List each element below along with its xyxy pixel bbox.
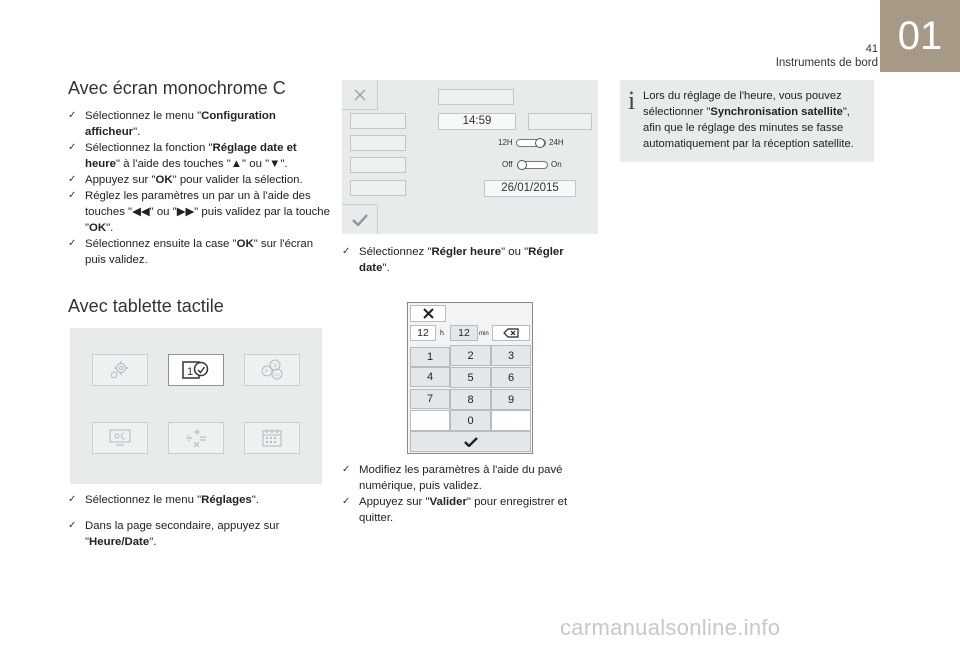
step-item: ✓︎ Sélectionnez le menu "Réglages". (68, 494, 259, 506)
minutes-unit: min (479, 331, 489, 337)
section-title-monochrome: Avec écran monochrome C (68, 78, 286, 98)
step-item: ✓︎ Sélectionnez le menu "Configuration afficheur". (68, 110, 276, 138)
step-item: ✓︎ Modifiez les paramètres à l'aide du pavé numérique, puis validez. (342, 464, 563, 492)
hours-field[interactable]: 12 (410, 325, 436, 341)
svg-text:P: P (265, 369, 269, 375)
time-display[interactable]: 14:59 (438, 113, 516, 130)
key-7[interactable]: 7 (410, 389, 450, 409)
svg-text:GB: GB (274, 372, 280, 377)
calendar-clock-icon (181, 359, 211, 381)
step-item: ✓︎ Appuyez sur "Valider" pour enregistrer et quitter. (342, 496, 568, 524)
key-9[interactable]: 9 (491, 389, 531, 410)
arrow-bullet-icon: ✓︎ (68, 174, 77, 185)
screen-title-field (438, 89, 514, 105)
touchscreen-steps (68, 492, 330, 550)
key-blank-left (410, 410, 450, 431)
info-note (620, 80, 874, 162)
key-3[interactable]: 3 (491, 345, 531, 366)
keypad-close-button[interactable] (410, 305, 446, 322)
step-item: ✓︎ Réglez les paramètres un par un à l'aide des touches "◀◀" ou "▶▶" puis validez par la touche "OK". (68, 190, 330, 234)
chapter-number: 01 (897, 13, 943, 58)
arrow-bullet-icon: ✓︎ (68, 190, 77, 201)
sync-button[interactable] (350, 157, 406, 173)
format-12h-label: 12H (498, 138, 513, 147)
settings-tile-display[interactable] (92, 422, 148, 454)
audio-profile-icon (258, 358, 286, 382)
format-24h-label: 24H (549, 138, 564, 147)
key-blank-right (491, 410, 531, 431)
calendar-icon (260, 427, 284, 449)
check-icon (464, 437, 478, 447)
chapter-tab (880, 0, 960, 72)
brightness-screen-icon (107, 428, 133, 448)
time-format-button[interactable] (350, 135, 406, 151)
step-item: ✓︎ Appuyez sur "OK" pour valider la sélection. (68, 174, 303, 186)
step-item: ✓︎ Sélectionnez "Régler heure" ou "Régler date". (342, 246, 564, 274)
close-icon (354, 89, 366, 101)
key-1[interactable]: 1 (410, 347, 450, 367)
backspace-icon (503, 328, 519, 338)
close-icon (423, 308, 434, 319)
key-2[interactable]: 2 (450, 345, 491, 366)
arrow-bullet-icon: ✓︎ (342, 464, 351, 475)
step-item: ✓︎ Sélectionnez ensuite la case "OK" sur l'écran puis validez. (68, 238, 314, 266)
info-icon: i (628, 86, 636, 115)
check-icon (352, 214, 368, 226)
set-time-button[interactable] (350, 113, 406, 129)
middle-steps (342, 462, 594, 526)
section-title-touchscreen: Avec tablette tactile (68, 296, 224, 316)
key-8[interactable]: 8 (450, 389, 491, 410)
key-6[interactable]: 6 (491, 367, 531, 388)
time-field-extra (528, 113, 592, 130)
format-toggle[interactable] (516, 139, 546, 147)
settings-tile-calendar[interactable] (244, 422, 300, 454)
key-4[interactable]: 4 (410, 367, 450, 387)
numeric-keypad (407, 302, 533, 454)
calculator-icon (183, 427, 209, 449)
confirm-button[interactable] (342, 204, 378, 234)
arrow-bullet-icon: ✓︎ (342, 496, 351, 507)
arrow-bullet-icon: ✓︎ (68, 494, 77, 505)
gear-icon (109, 359, 131, 381)
set-date-button[interactable] (350, 180, 406, 196)
close-button[interactable] (342, 80, 378, 110)
step-item: ✓︎ Dans la page secondaire, appuyez sur "Heure/Date". (68, 520, 280, 548)
settings-tile-units[interactable] (168, 422, 224, 454)
chapter-title: Instruments de bord (775, 57, 878, 69)
key-0[interactable]: 0 (450, 410, 491, 431)
arrow-bullet-icon: ✓︎ (68, 142, 77, 153)
arrow-bullet-icon: ✓︎ (68, 238, 77, 249)
middle-step-1 (342, 244, 592, 276)
arrow-bullet-icon: ✓︎ (68, 110, 77, 121)
svg-text:1: 1 (187, 366, 194, 378)
off-label: Off (502, 160, 513, 169)
settings-menu-panel (70, 328, 322, 484)
date-time-screen (342, 80, 598, 234)
date-display[interactable]: 26/01/2015 (484, 180, 576, 197)
key-5[interactable]: 5 (450, 367, 491, 388)
validate-button[interactable] (410, 431, 531, 452)
sync-toggle[interactable] (518, 161, 548, 169)
arrow-bullet-icon: ✓︎ (342, 246, 351, 257)
page-number: 41 (865, 43, 878, 55)
on-label: On (551, 160, 562, 169)
settings-tile-gear[interactable] (92, 354, 148, 386)
watermark: carmanualsonline.info (560, 615, 781, 640)
arrow-bullet-icon: ✓︎ (68, 520, 77, 531)
info-text: Lors du réglage de l'heure, vous pouvez sélectionner "Synchronisation satellite", afin que le réglage des minutes se fasse automatiquement par la réception satellite. (643, 90, 854, 150)
svg-text:D: D (273, 363, 278, 369)
settings-tile-audio-profile[interactable] (244, 354, 300, 386)
hours-unit: h (440, 330, 444, 337)
minutes-field[interactable]: 12 (450, 325, 478, 341)
step-item: ✓︎ Sélectionnez la fonction "Réglage date et heure" à l'aide des touches "▲" ou "▼". (68, 142, 297, 170)
monochrome-steps (68, 108, 330, 268)
settings-tile-date-time[interactable] (168, 354, 224, 386)
backspace-button[interactable] (492, 325, 530, 341)
